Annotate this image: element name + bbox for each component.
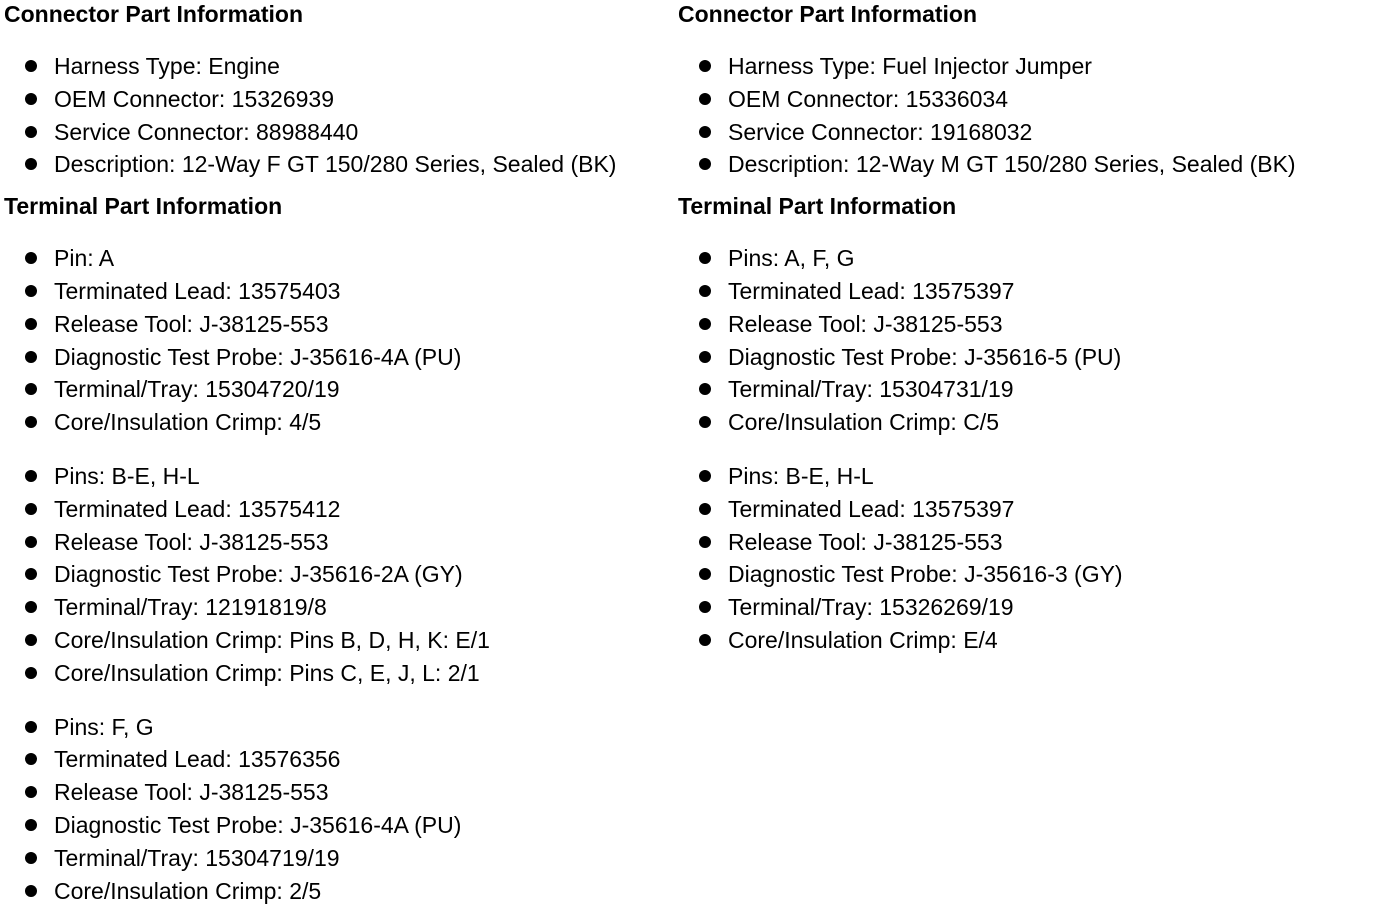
- bullet-icon: [25, 126, 37, 138]
- right-column: [678, 0, 1368, 657]
- terminal-group: [4, 242, 676, 439]
- bullet-icon: [25, 721, 37, 733]
- list-item: Terminated Lead: 13575403: [4, 275, 676, 308]
- list-item: Release Tool: J-38125-553: [4, 308, 676, 341]
- bullet-icon: [25, 383, 37, 395]
- bullet-icon: [699, 416, 711, 428]
- list-item: OEM Connector: 15336034: [678, 83, 1368, 116]
- bullet-icon: [25, 158, 37, 170]
- bullet-icon: [25, 285, 37, 297]
- bullet-icon: [25, 470, 37, 482]
- bullet-icon: [699, 60, 711, 72]
- list-item: Terminated Lead: 13576356: [4, 743, 676, 776]
- bullet-icon: [25, 416, 37, 428]
- connector-heading: Connector Part Information: [4, 1, 304, 27]
- connector-heading: Connector Part Information: [678, 1, 978, 27]
- bullet-icon: [699, 351, 711, 363]
- bullet-icon: [25, 351, 37, 363]
- list-item: Description: 12-Way F GT 150/280 Series, Sealed (BK): [4, 148, 676, 181]
- bullet-icon: [25, 601, 37, 613]
- connector-list: [4, 50, 676, 181]
- terminal-heading: Terminal Part Information: [678, 193, 957, 220]
- bullet-icon: [699, 285, 711, 297]
- list-item: Terminated Lead: 13575412: [4, 493, 676, 526]
- list-item: Pins: A, F, G: [678, 242, 1368, 275]
- bullet-icon: [25, 786, 37, 798]
- terminal-group: [4, 711, 676, 908]
- bullet-icon: [25, 568, 37, 580]
- list-item: Service Connector: 88988440: [4, 116, 676, 149]
- list-item: Release Tool: J-38125-553: [678, 526, 1368, 559]
- bullet-icon: [25, 634, 37, 646]
- list-item: Service Connector: 19168032: [678, 116, 1368, 149]
- list-item: Terminal/Tray: 15304731/19: [678, 373, 1368, 406]
- bullet-icon: [699, 126, 711, 138]
- bullet-icon: [699, 568, 711, 580]
- bullet-icon: [699, 601, 711, 613]
- list-item: Pins: F, G: [4, 711, 676, 744]
- list-item: Terminated Lead: 13575397: [678, 493, 1368, 526]
- list-item: Pins: B-E, H-L: [678, 460, 1368, 493]
- bullet-icon: [699, 318, 711, 330]
- list-item: Release Tool: J-38125-553: [4, 526, 676, 559]
- list-item: Release Tool: J-38125-553: [678, 308, 1368, 341]
- list-item: Diagnostic Test Probe: J-35616-5 (PU): [678, 341, 1368, 374]
- bullet-icon: [25, 819, 37, 831]
- bullet-icon: [25, 753, 37, 765]
- bullet-icon: [699, 93, 711, 105]
- terminal-group: [678, 460, 1368, 657]
- bullet-icon: [25, 885, 37, 897]
- terminal-group: [678, 242, 1368, 439]
- list-item: Core/Insulation Crimp: 2/5: [4, 875, 676, 908]
- bullet-icon: [699, 503, 711, 515]
- list-item: Core/Insulation Crimp: Pins B, D, H, K: E/1: [4, 624, 676, 657]
- list-item: Pin: A: [4, 242, 676, 275]
- list-item: Terminal/Tray: 12191819/8: [4, 591, 676, 624]
- list-item: Core/Insulation Crimp: C/5: [678, 406, 1368, 439]
- list-item: Core/Insulation Crimp: E/4: [678, 624, 1368, 657]
- list-item: OEM Connector: 15326939: [4, 83, 676, 116]
- list-item: Terminated Lead: 13575397: [678, 275, 1368, 308]
- bullet-icon: [25, 536, 37, 548]
- list-item: Diagnostic Test Probe: J-35616-2A (GY): [4, 558, 676, 591]
- bullet-icon: [699, 158, 711, 170]
- connector-list: [678, 50, 1368, 181]
- bullet-icon: [699, 536, 711, 548]
- list-item: Harness Type: Fuel Injector Jumper: [678, 50, 1368, 83]
- terminal-heading: Terminal Part Information: [4, 193, 283, 220]
- list-item: Core/Insulation Crimp: 4/5: [4, 406, 676, 439]
- bullet-icon: [25, 667, 37, 679]
- bullet-icon: [699, 252, 711, 264]
- list-item: Terminal/Tray: 15326269/19: [678, 591, 1368, 624]
- list-item: Description: 12-Way M GT 150/280 Series, Sealed (BK): [678, 148, 1368, 181]
- list-item: Release Tool: J-38125-553: [4, 776, 676, 809]
- list-item: Terminal/Tray: 15304720/19: [4, 373, 676, 406]
- bullet-icon: [25, 93, 37, 105]
- bullet-icon: [25, 60, 37, 72]
- left-column: [4, 0, 676, 907]
- bullet-icon: [699, 383, 711, 395]
- list-item: Diagnostic Test Probe: J-35616-4A (PU): [4, 341, 676, 374]
- terminal-group: [4, 460, 676, 690]
- list-item: Diagnostic Test Probe: J-35616-4A (PU): [4, 809, 676, 842]
- list-item: Harness Type: Engine: [4, 50, 676, 83]
- bullet-icon: [699, 634, 711, 646]
- bullet-icon: [699, 470, 711, 482]
- list-item: Pins: B-E, H-L: [4, 460, 676, 493]
- list-item: Terminal/Tray: 15304719/19: [4, 842, 676, 875]
- bullet-icon: [25, 318, 37, 330]
- bullet-icon: [25, 852, 37, 864]
- bullet-icon: [25, 503, 37, 515]
- list-item: Diagnostic Test Probe: J-35616-3 (GY): [678, 558, 1368, 591]
- list-item: Core/Insulation Crimp: Pins C, E, J, L: 2/1: [4, 657, 676, 690]
- bullet-icon: [25, 252, 37, 264]
